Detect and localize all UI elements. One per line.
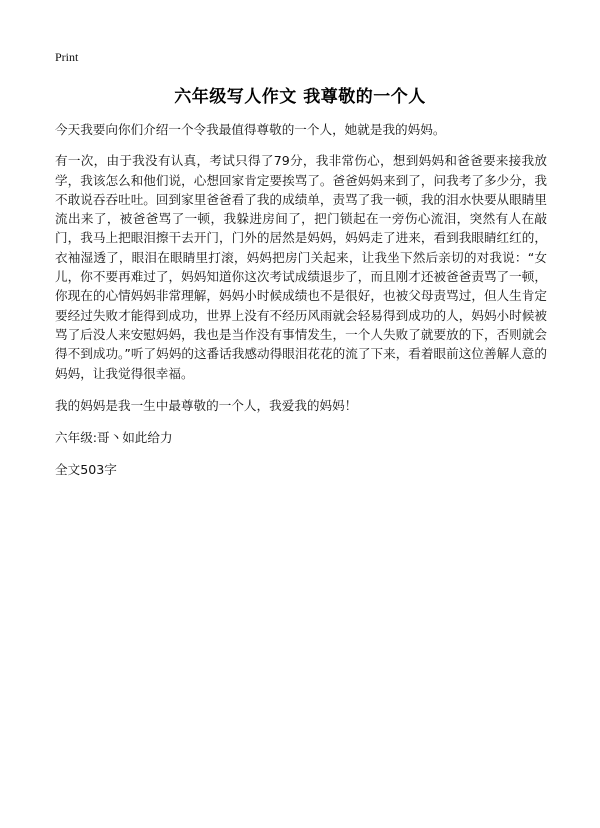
article-title: 六年级写人作文 我尊敬的一个人: [174, 87, 426, 107]
author-line: 六年级:哥丶如此给力: [55, 430, 173, 446]
article-paragraph: 有一次，由于我没有认真，考试只得了79分，我非常伤心，想到妈妈和爸爸要来接我放学，我该怎么和他们说，心想回家肯定要挨骂了。爸爸妈妈来到了，问我考了多少分，我不敢说吞吞吐吐。回到家里爸爸看了我的成绩单，责骂了我一顿，我的泪水快要从眼睛里流出来了，被爸爸骂了一顿，我躲进房间了，把门锁起在一旁伤心流泪，突然有人在敲门，我马上把眼泪擦干去开门，门外的居然是妈妈，妈妈走了进来，看到我眼睛红红的，衣袖湿透了，眼泪在眼睛里打滚，妈妈把房门关起来，让我坐下然后亲切的对我说：“女儿，你不要再难过了，妈妈知道你这次考试成绩退步了，而且刚才还被爸爸责骂了一顿，你现在的心情妈妈非常理解，妈妈小时候成绩也不是很好，也被父母责骂过，但人生肯定要经过失败才能得到成功，世界上没有不经历风雨就会轻易得到成功的人，妈妈小时候被骂了后没人来安慰妈妈，我也是当作没有事情发生，一个人失败了就要放的下，否则就会得不到成功。”听了妈妈的这番话我感动得眼泪花花的流了下来，看着眼前这位善解人意的妈妈，让我觉得很幸福。: [55, 153, 547, 381]
article-paragraph: 今天我要向你们介绍一个令我最值得尊敬的一个人，她就是我的妈妈。: [55, 122, 446, 137]
article-paragraph: 我的妈妈是我一生中最尊敬的一个人，我爱我的妈妈！: [55, 397, 358, 413]
word-count: 全文503字: [55, 462, 117, 478]
print-link[interactable]: Print: [55, 50, 79, 64]
article-body: [55, 120, 547, 492]
